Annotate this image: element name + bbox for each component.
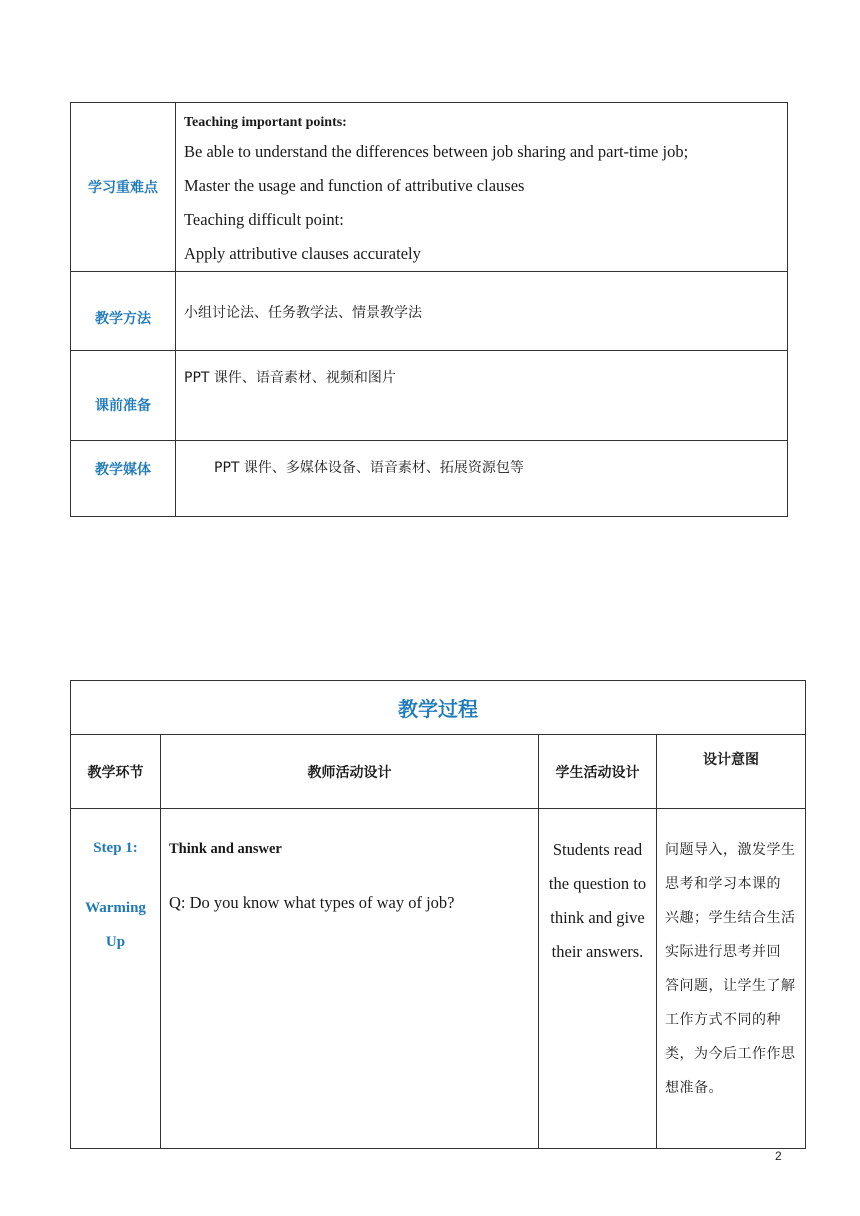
teacher-activity-cell (161, 809, 539, 1149)
page-number: 2 (775, 1149, 782, 1163)
preparation-row (71, 351, 788, 441)
key-points-label: 学习重难点 (71, 103, 176, 272)
design-intent-line: 问题导入，激发学生 (665, 842, 796, 858)
design-intent-line: 思考和学习本课的 (665, 876, 781, 892)
preparation-value: PPT 课件、语音素材、视频和图片 (184, 370, 396, 386)
key-points-heading: Teaching important points: (184, 115, 347, 130)
design-intent-line: 想准备。 (665, 1080, 723, 1096)
student-activity-cell (539, 809, 657, 1149)
preparation-content (176, 351, 788, 441)
teacher-activity-question: Q: Do you know what types of way of job? (169, 893, 455, 912)
step-cell (71, 809, 161, 1149)
student-activity-line: think and give (550, 908, 645, 927)
design-intent-line: 工作方式不同的种 (665, 1012, 781, 1028)
student-activity-line: their answers. (551, 942, 644, 961)
step-name-line: Warming (85, 900, 146, 916)
process-header-row (71, 735, 806, 809)
key-points-content (176, 103, 788, 272)
teacher-activity-heading: Think and answer (169, 841, 282, 857)
key-point-line: Apply attributive clauses accurately (184, 244, 421, 263)
lesson-info-table (70, 102, 788, 517)
step-name-line: Up (105, 934, 126, 950)
key-point-line: Teaching difficult point: (184, 210, 344, 229)
header-cell: 学生活动设计 (539, 735, 657, 809)
process-title: 教学过程 (71, 681, 806, 735)
header-cell: 教师活动设计 (161, 735, 539, 809)
design-intent-cell (657, 809, 806, 1149)
media-value: PPT 课件、多媒体设备、语音素材、拓展资源包等 (214, 460, 524, 476)
methods-value: 小组讨论法、任务教学法、情景教学法 (184, 305, 422, 321)
design-intent-line: 实际进行思考并回 (665, 944, 781, 960)
media-content (176, 441, 788, 517)
methods-label: 教学方法 (71, 272, 176, 351)
key-points-row (71, 103, 788, 272)
student-activity-line: the question to (548, 874, 647, 893)
student-activity-line: Students read (552, 840, 643, 859)
media-row (71, 441, 788, 517)
design-intent-line: 兴趣；学生结合生活 (665, 910, 796, 926)
methods-content (176, 272, 788, 351)
header-cell: 设计意图 (657, 735, 806, 809)
preparation-label: 课前准备 (71, 351, 176, 441)
process-title-row (71, 681, 806, 735)
teaching-process-table (70, 680, 806, 1149)
step-number: Step 1: (93, 840, 138, 856)
key-point-line: Master the usage and function of attributive clauses (184, 176, 525, 195)
design-intent-line: 类，为今后工作作思 (665, 1046, 796, 1062)
header-cell: 教学环节 (71, 735, 161, 809)
methods-row (71, 272, 788, 351)
design-intent-line: 答问题，让学生了解 (665, 978, 796, 994)
media-label: 教学媒体 (71, 441, 176, 517)
key-point-line: Be able to understand the differences between job sharing and part-time job; (184, 142, 689, 161)
step-row (71, 809, 806, 1149)
